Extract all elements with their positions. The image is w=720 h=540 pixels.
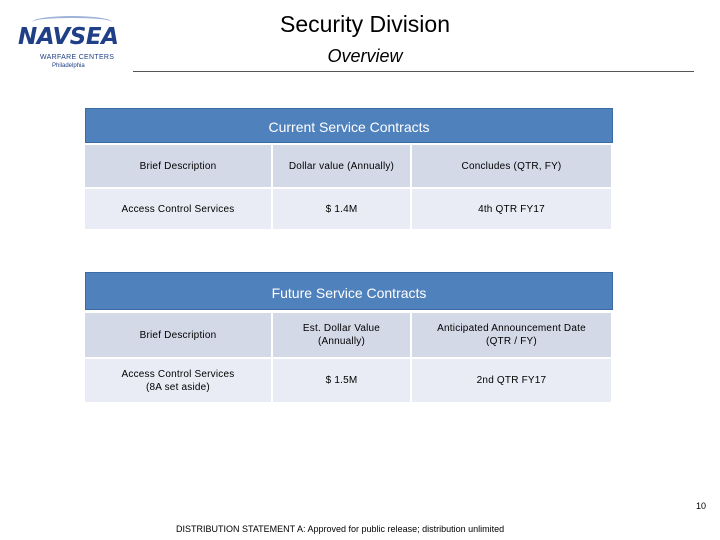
current-contracts-heading: Current Service Contracts xyxy=(85,108,613,143)
current-col-dollar-value: Dollar value (Annually) xyxy=(273,145,410,187)
future-col-announcement-date: Anticipated Announcement Date (QTR / FY) xyxy=(412,313,611,357)
current-row-concludes: 4th QTR FY17 xyxy=(412,189,611,229)
future-contracts-heading: Future Service Contracts xyxy=(85,272,613,310)
navsea-logo xyxy=(14,14,126,76)
current-row-description: Access Control Services xyxy=(85,189,271,229)
logo-location: Philadelphia xyxy=(52,63,85,69)
page-title: Security Division xyxy=(280,11,450,37)
logo-wordmark: NAVSEA xyxy=(18,24,119,50)
page-number: 10 xyxy=(695,501,706,511)
future-row-dollar-value: $ 1.5M xyxy=(273,359,410,402)
logo-subtitle: WARFARE CENTERS xyxy=(40,54,115,61)
future-row-announcement-date: 2nd QTR FY17 xyxy=(412,359,611,402)
current-row-dollar-value: $ 1.4M xyxy=(273,189,410,229)
distribution-statement: DISTRIBUTION STATEMENT A: Approved for public release; distribution unlimited xyxy=(176,524,505,534)
future-col-description: Brief Description xyxy=(85,313,271,357)
page-subtitle: Overview xyxy=(327,46,403,66)
future-row-description: Access Control Services (8A set aside) xyxy=(85,359,271,402)
current-col-concludes: Concludes (QTR, FY) xyxy=(412,145,611,187)
future-col-dollar-value: Est. Dollar Value (Annually) xyxy=(273,313,410,357)
current-col-description: Brief Description xyxy=(85,145,271,187)
title-divider xyxy=(133,71,694,72)
